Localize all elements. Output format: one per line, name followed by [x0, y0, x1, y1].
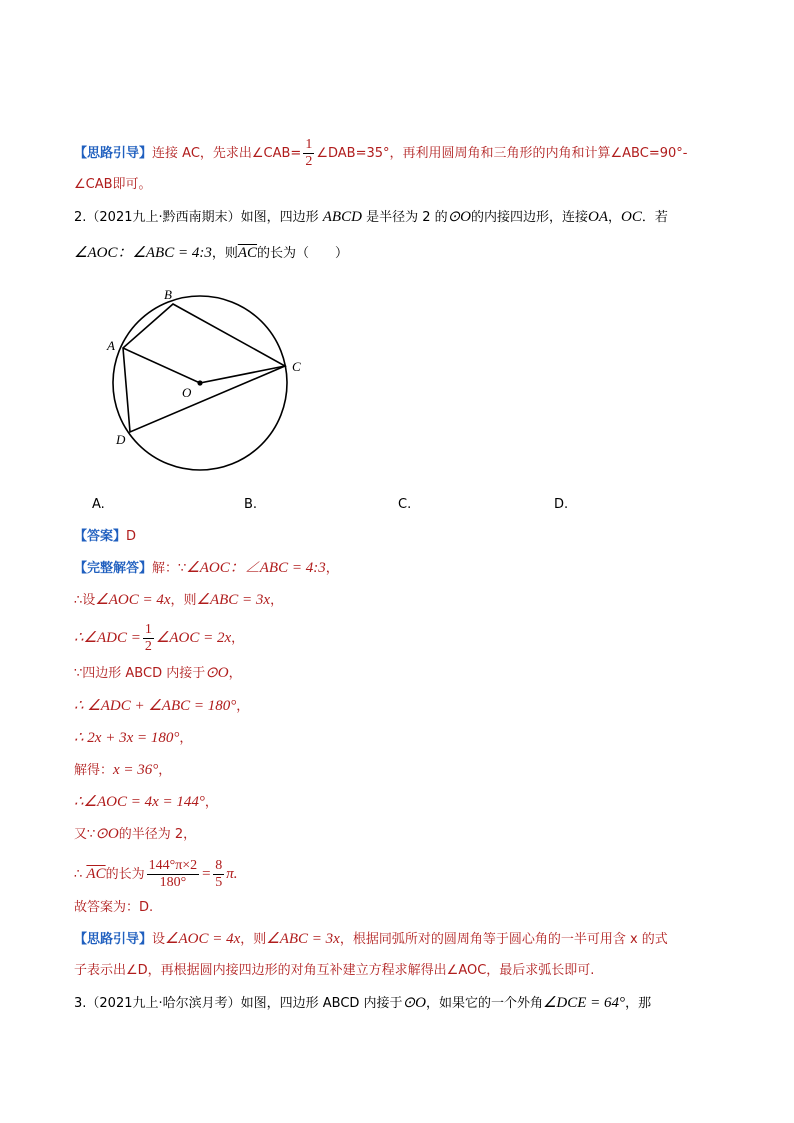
- segment-oc: [200, 366, 285, 383]
- solution-line5: ∴ 2x + 3x = 180°，: [74, 730, 193, 746]
- hint1-text2: ∠DAB=35°，再利用圆周角和三角形的内角和计算∠ABC=90°-: [316, 146, 688, 161]
- solution-line10: 故答案为：D.: [74, 900, 154, 915]
- solution-line0: 【完整解答】解：∵∠AOC：∠ABC = 4:3，: [74, 560, 339, 576]
- label-d: D: [116, 432, 126, 447]
- label-a: A: [107, 338, 115, 353]
- solution-line7: ∴∠AOC = 4x = 144°，: [74, 794, 218, 810]
- answer-line: 【答案】D: [74, 529, 137, 544]
- solution-line1: ∴设∠AOC = 4x，则∠ABC = 3x，: [74, 592, 284, 608]
- hint2-line1: 【思路引导】设∠AOC = 4x，则∠ABC = 3x，根据同弧所对的圆周角等于圆心角的一半可用含 x 的式: [74, 931, 668, 947]
- center-point: [197, 380, 202, 385]
- hint1-line2: ∠CAB即可。: [74, 177, 152, 192]
- solution-line3: ∵四边形 ABCD 内接于⊙O，: [74, 665, 242, 681]
- half-fraction: $\frac{1}{2}$: [144, 622, 152, 654]
- q3-stem: 3.（2021九上·哈尔滨月考）如图，四边形 ABCD 内接于⊙O，如果它的一个外角∠DCE = 64°，那: [74, 995, 652, 1011]
- label-c: C: [292, 359, 301, 374]
- solution-line6: 解得：x = 36°，: [74, 762, 172, 778]
- hint1-text: 连接 AC，先求出∠CAB=: [152, 146, 302, 161]
- quadrilateral-abcd: [123, 304, 285, 432]
- option-b[interactable]: B.: [244, 497, 258, 512]
- option-a[interactable]: A.: [92, 497, 105, 512]
- option-c[interactable]: C.: [398, 497, 412, 512]
- segment-oa: [123, 348, 200, 383]
- result-fraction: $\frac{8}{5}$: [215, 858, 223, 890]
- arc-length-fraction: $\frac{144^\circ\pi\times 2}{180^\circ}$: [148, 858, 198, 890]
- hint2-line2: 子表示出∠D，再根据圆内接四边形的对角互补建立方程求解得出∠AOC，最后求弧长即可.: [74, 963, 595, 978]
- solution-line9: ∴ $\overline{AC}$的长为 $\frac{144^\circ\pi\times 2}{180^\circ}$ = $\frac{8}{5}$ π.: [74, 858, 238, 890]
- hint1-line1: [74, 137, 687, 170]
- circle-figure: [100, 280, 310, 480]
- q2-stem-line2: ∠AOC：∠ABC = 4:3，则$\overline{AC}$的长为（ ）: [74, 245, 349, 261]
- q2-stem-line1: 2.（2021九上·黔西南期末）如图，四边形 ABCD 是半径为 2 的⊙O的内接四边形，连接OA，OC．若: [74, 209, 668, 225]
- hint1-fraction: $\frac{1}{2}$: [305, 137, 313, 169]
- label-b: B: [164, 287, 172, 302]
- solution-line8: 又∵⊙O的半径为 2，: [74, 826, 197, 842]
- label-o: O: [182, 385, 192, 400]
- option-d[interactable]: D.: [554, 497, 569, 512]
- solution-line4: ∴ ∠ADC + ∠ABC = 180°，: [74, 698, 250, 714]
- solution-line2: ∴∠ADC = $\frac{1}{2}$ ∠AOC = 2x，: [74, 622, 245, 654]
- hint1-tag: 【思路引导】: [74, 146, 153, 161]
